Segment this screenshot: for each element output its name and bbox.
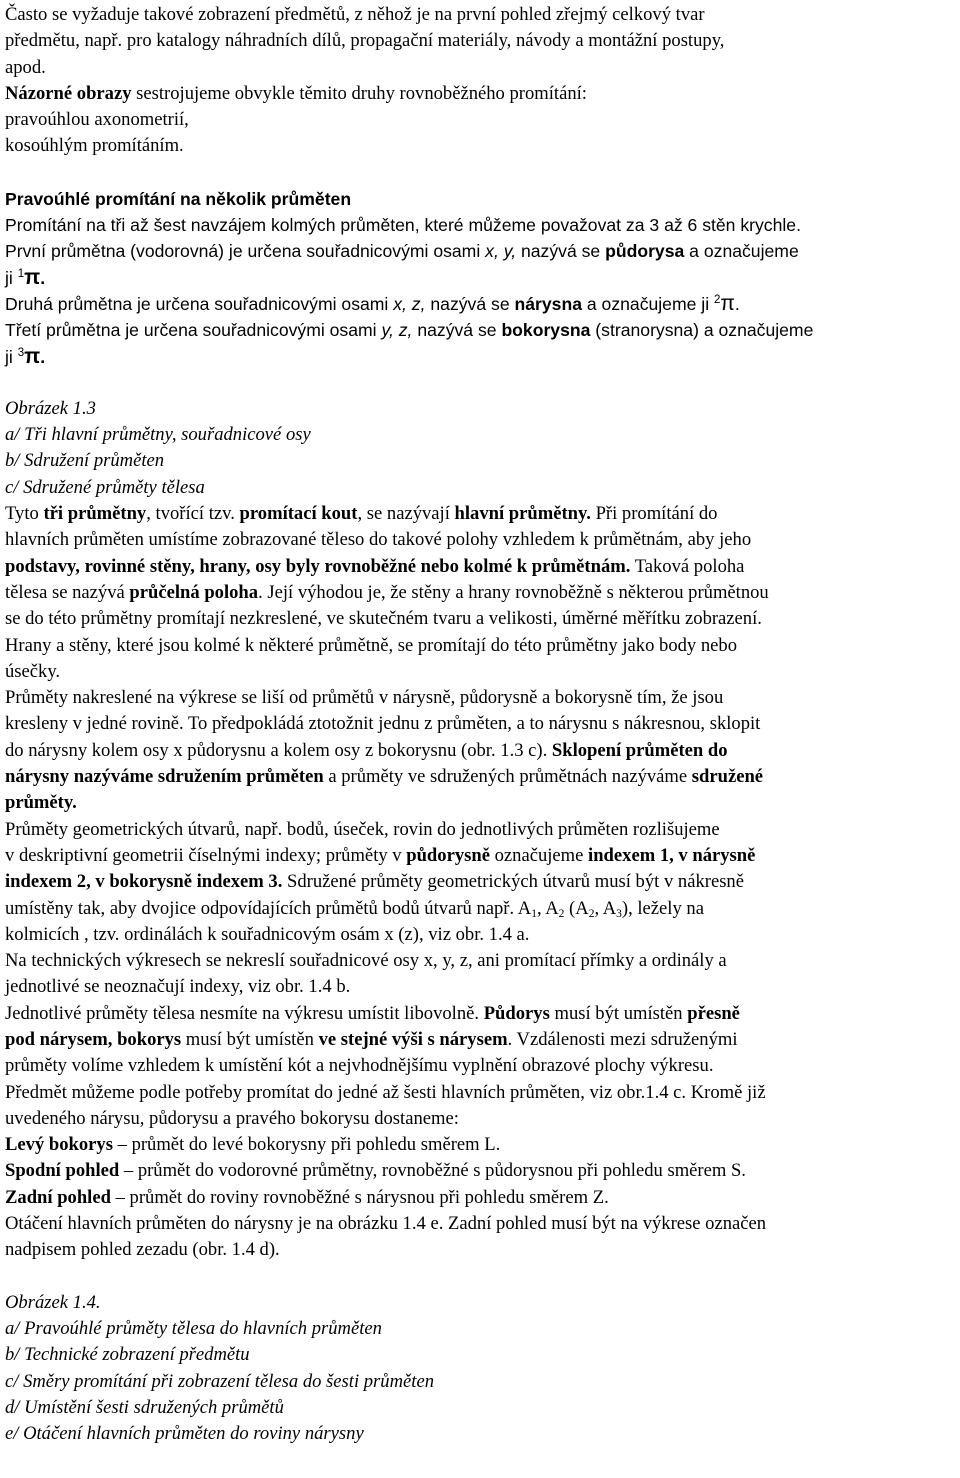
text-line: Promítání na tři až šest navzájem kolmých průměten, které můžeme považovat za 3 až 6 stěn krychle. [5, 215, 801, 236]
text-line: Druhá průmětna je určena souřadnicovými osami x, z, nazývá se nárysna a označujeme ji $^2$π. [5, 291, 740, 315]
text-line: ji $^1$π. [5, 265, 46, 289]
caption-item: a/ Tři hlavní průmětny, souřadnicové osy [5, 424, 311, 446]
text-line: Jednotlivé průměty tělesa nesmíte na výkresu umístit libovolně. Půdorys musí být umístěn přesně [5, 1002, 740, 1024]
text-line: uvedeného nárysu, půdorysu a pravého bokorysu dostaneme: [5, 1107, 459, 1129]
section-projection [5, 186, 956, 370]
text-line: První průmětna (vodorovná) je určena souřadnicovými osami x, y, nazývá se půdorysa a označujeme [5, 241, 799, 262]
text-line: indexem 2, v bokorysně indexem 3. Sdružené průměty geometrických útvarů musí být v nákresně [5, 871, 744, 893]
text-line: Třetí průmětna je určena souřadnicovými osami y, z, nazývá se bokorysna (stranorysna) a označujeme [5, 320, 814, 341]
bold-term: Názorné obrazy [5, 82, 132, 104]
text-line: se do této průmětny promítají nezkreslené, ve skutečném tvaru a velikosti, úměrné měřítku zobrazení. [5, 608, 762, 630]
text-line: v deskriptivní geometrii číselnými indexy; průměty v půdorysně označujeme indexem 1, v nárysně [5, 844, 756, 866]
caption-item: c/ Sdružené průměty tělesa [5, 476, 205, 498]
text-line: podstavy, rovinné stěny, hrany, osy byly rovnoběžné nebo kolmé k průmětnám. Taková poloha [5, 555, 745, 577]
text-line: průměty volíme vzhledem k umístění kót a nejvhodnějšímu vyplnění obrazové plochy výkresu. [5, 1055, 714, 1077]
text-line: předmětu, např. pro katalogy náhradních dílů, propagační materiály, návody a montážní postupy, [5, 30, 725, 52]
list-item: pravoúhlou axonometrií, [5, 109, 189, 131]
text-line: umístěny tak, aby dvojice odpovídajících průmětů bodů útvarů např. $A_1$, $A_2$ ($A_2$, $A_3$), ležely na [5, 897, 704, 920]
text-line: tělesa se nazývá průčelná poloha. Její výhodou je, že stěny a hrany rovnoběžně s některou průmětnou [5, 581, 769, 603]
text-line: Často se vyžaduje takové zobrazení předmětů, z něhož je na první pohled zřejmý celkový tvar [5, 4, 705, 25]
intro-section [5, 2, 956, 160]
body-text [5, 501, 956, 1264]
text-line: jednotlivé se neoznačují indexy, viz obr. 1.4 b. [5, 976, 351, 998]
text-line: Průměty geometrických útvarů, např. bodů, úseček, rovin do jednotlivých průměten rozlišujeme [5, 818, 720, 840]
text-line: Tyto tři průmětny, tvořící tzv. promítací kout, se nazývají hlavní průmětny. Při promítání do [5, 503, 718, 525]
text-line: Levý bokorys – průmět do levé bokorysny při pohledu směrem L. [5, 1134, 501, 1156]
caption-item: c/ Směry promítání při zobrazení tělesa do šesti průměten [5, 1370, 434, 1392]
pi-symbol: π [24, 265, 41, 289]
text-line: Předmět můžeme podle potřeby promítat do jedné až šesti hlavních průměten, viz obr.1.4 c. Kromě již [5, 1081, 766, 1103]
figure-caption-1-3 [5, 396, 956, 501]
pi-symbol: π [24, 344, 41, 368]
figure-title: Obrázek 1.3 [5, 397, 96, 419]
text-line: do nárysny kolem osy x půdorysnu a kolem osy z bokorysnu (obr. 1.3 c). Sklopení průměten do [5, 739, 728, 761]
caption-item: b/ Technické zobrazení předmětu [5, 1344, 250, 1366]
text-line: průměty. [5, 792, 77, 814]
text-line: Hrany a stěny, které jsou kolmé k některé průmětně, se promítají do této průmětny jako body nebo [5, 634, 738, 656]
text-line: pod nárysem, bokorys musí být umístěn ve stejné výši s nárysem. Vzdálenosti mezi sdruženými [5, 1028, 738, 1050]
text-line: kolmicích , tzv. ordinálách k souřadnicovým osám x (z), viz obr. 1.4 a. [5, 923, 530, 945]
text-line: nadpisem pohled zezadu (obr. 1.4 d). [5, 1239, 280, 1261]
text-line: úsečky. [5, 660, 61, 682]
text-line: ji $^3$π. [5, 344, 46, 368]
caption-item: d/ Umístění šesti sdružených průmětů [5, 1396, 284, 1418]
figure-title: Obrázek 1.4. [5, 1291, 101, 1313]
text-line: apod. [5, 56, 46, 78]
list-item: kosoúhlým promítáním. [5, 135, 184, 157]
text-line: Názorné obrazy sestrojujeme obvykle těmito druhy rovnoběžného promítání: [5, 82, 587, 104]
figure-caption-1-4 [5, 1290, 956, 1448]
section-heading: Pravoúhlé promítání na několik průměten [5, 188, 352, 209]
text-line: Průměty nakreslené na výkrese se liší od průmětů v nárysně, půdorysně a bokorysně tím, že jsou [5, 687, 724, 709]
caption-item: b/ Sdružení průměten [5, 450, 165, 472]
pi-symbol: π [720, 291, 735, 315]
caption-item: e/ Otáčení hlavních průměten do roviny nárysny [5, 1423, 364, 1445]
text-line: Zadní pohled – průmět do roviny rovnoběžné s nárysnou při pohledu směrem Z. [5, 1186, 609, 1208]
text-line: hlavních průměten umístíme zobrazované těleso do takové polohy vzhledem k průmětnám, aby jeho [5, 529, 752, 551]
text-line: Otáčení hlavních průměten do nárysny je na obrázku 1.4 e. Zadní pohled musí být na výkrese označen [5, 1213, 767, 1235]
caption-item: a/ Pravoúhlé průměty tělesa do hlavních průměten [5, 1317, 382, 1339]
text-line: nárysny nazýváme sdružením průměten a průměty ve sdružených průmětnách nazýváme sdružené [5, 766, 764, 788]
text-line: Spodní pohled – průmět do vodorovné průmětny, rovnoběžné s půdorysnou při pohledu směrem S. [5, 1160, 746, 1182]
text-line: kresleny v jedné rovině. To předpokládá ztotožnit jednu z průměten, a to nárysnu s nákresnou, sklopit [5, 713, 761, 735]
text-line: Na technických výkresech se nekreslí souřadnicové osy x, y, z, ani promítací přímky a ordinály a [5, 950, 727, 972]
